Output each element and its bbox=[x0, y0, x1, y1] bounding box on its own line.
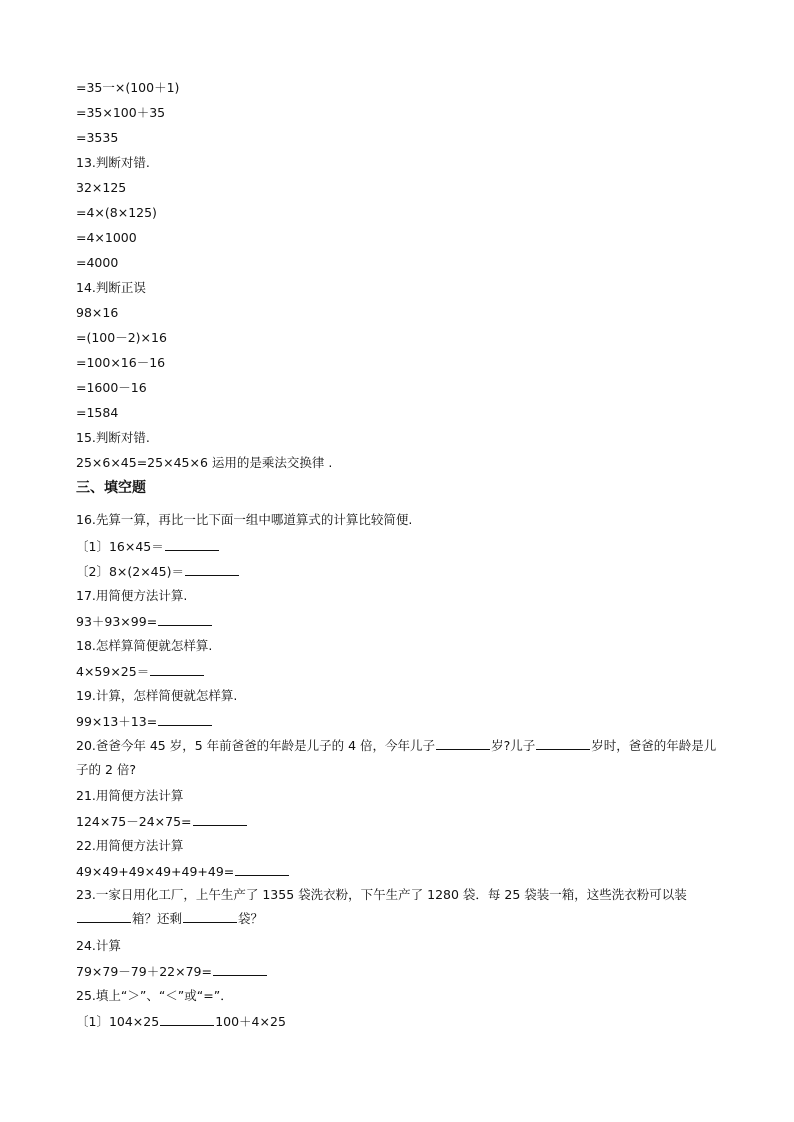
question-22-expression bbox=[76, 863, 290, 880]
answer-blank[interactable] bbox=[235, 863, 289, 876]
question-25-part-1 bbox=[76, 1013, 286, 1030]
question-16-part-2 bbox=[76, 563, 240, 580]
calc-line: =35×100＋35 bbox=[76, 105, 166, 120]
answer-blank[interactable] bbox=[536, 737, 590, 750]
question-text: 岁?儿子 bbox=[491, 738, 536, 753]
section-heading: 三、填空题 bbox=[76, 480, 146, 496]
answer-blank[interactable] bbox=[160, 1013, 214, 1026]
answer-blank[interactable] bbox=[77, 910, 131, 923]
question-16-title: 16.先算一算，再比一比下面一组中哪道算式的计算比较简便. bbox=[76, 512, 413, 527]
question-22-title: 22.用简便方法计算 bbox=[76, 838, 184, 853]
calc-line: =4×(8×125) bbox=[76, 205, 157, 220]
question-19-expression bbox=[76, 713, 213, 730]
question-text: 袋？ bbox=[238, 911, 264, 926]
question-text: 岁时，爸爸的年龄是儿子的 2 倍? bbox=[76, 738, 717, 777]
question-25-title: 25.填上“＞”、“＜”或“=”． bbox=[76, 988, 233, 1003]
question-19-title: 19.计算，怎样简便就怎样算. bbox=[76, 688, 238, 703]
expression: 〔1〕104×25 bbox=[76, 1014, 160, 1029]
question-18-title: 18.怎样算简便就怎样算. bbox=[76, 638, 213, 653]
expression: 100＋4×25 bbox=[215, 1014, 286, 1029]
answer-blank[interactable] bbox=[213, 963, 267, 976]
question-18-expression bbox=[76, 663, 205, 680]
calc-line: =100×16－16 bbox=[76, 355, 166, 370]
question-14-title: 14.判断正误 bbox=[76, 280, 146, 295]
question-17-title: 17.用简便方法计算. bbox=[76, 588, 188, 603]
answer-blank[interactable] bbox=[158, 713, 212, 726]
expression: 〔2〕8×(2×45)＝ bbox=[76, 564, 184, 579]
question-21-title: 21.用简便方法计算 bbox=[76, 788, 184, 803]
expression: 93＋93×99= bbox=[76, 614, 158, 629]
answer-blank[interactable] bbox=[158, 613, 212, 626]
calc-line: =1584 bbox=[76, 405, 119, 420]
question-17-expression bbox=[76, 613, 213, 630]
answer-blank[interactable] bbox=[193, 813, 247, 826]
calc-line: =4000 bbox=[76, 255, 119, 270]
calc-line: =3535 bbox=[76, 130, 119, 145]
question-text: 23.一家日用化工厂，上午生产了 1355 袋洗衣粉，下午生产了 1280 袋．每 25 袋装一箱，这些洗衣粉可以装 bbox=[76, 887, 687, 902]
calc-line: =(100－2)×16 bbox=[76, 330, 167, 345]
answer-blank[interactable] bbox=[185, 563, 239, 576]
calc-line: =4×1000 bbox=[76, 230, 137, 245]
expression: 124×75－24×75= bbox=[76, 814, 192, 829]
question-16-part-1 bbox=[76, 538, 220, 555]
expression: 79×79－79＋22×79= bbox=[76, 964, 212, 979]
answer-blank[interactable] bbox=[436, 737, 490, 750]
expression: 〔1〕16×45＝ bbox=[76, 539, 164, 554]
question-15-statement: 25×6×45=25×45×6 运用的是乘法交换律 . bbox=[76, 455, 333, 470]
question-23 bbox=[76, 883, 718, 931]
question-21-expression bbox=[76, 813, 248, 830]
answer-blank[interactable] bbox=[165, 538, 219, 551]
question-20 bbox=[76, 734, 718, 782]
question-15-title: 15.判断对错. bbox=[76, 430, 150, 445]
calc-line: 32×125 bbox=[76, 180, 127, 195]
calc-line: =1600－16 bbox=[76, 380, 147, 395]
answer-blank[interactable] bbox=[183, 910, 237, 923]
answer-blank[interactable] bbox=[150, 663, 204, 676]
calc-line: 98×16 bbox=[76, 305, 119, 320]
question-24-expression bbox=[76, 963, 268, 980]
question-24-title: 24.计算 bbox=[76, 938, 121, 953]
expression: 99×13＋13= bbox=[76, 714, 158, 729]
expression: 49×49+49×49+49+49= bbox=[76, 864, 235, 879]
calc-line: =35一×(100＋1) bbox=[76, 80, 180, 95]
question-13-title: 13.判断对错. bbox=[76, 155, 150, 170]
question-text: 20.爸爸今年 45 岁，5 年前爸爸的年龄是儿子的 4 倍，今年儿子 bbox=[76, 738, 436, 753]
expression: 4×59×25＝ bbox=[76, 664, 150, 679]
question-text: 箱？还剩 bbox=[132, 911, 183, 926]
